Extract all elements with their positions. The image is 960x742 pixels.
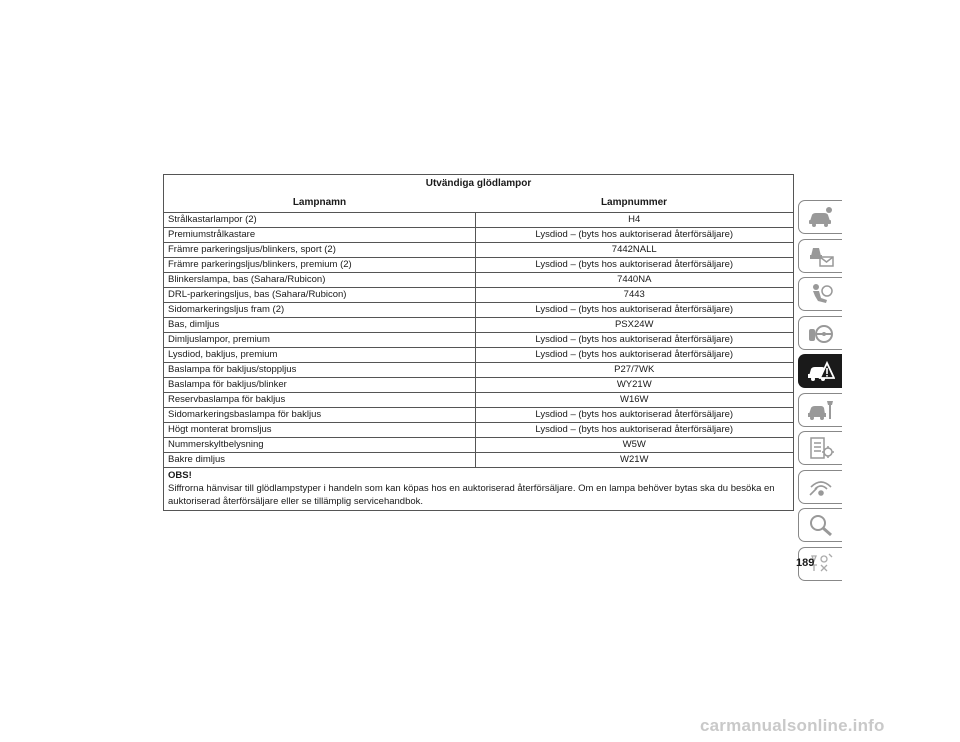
lamp-number-cell: WY21W <box>475 378 793 393</box>
column-header-lamp-name: Lampnamn <box>164 193 475 213</box>
car-warning-icon <box>807 359 835 383</box>
lamp-name-cell: Lysdiod, bakljus, premium <box>164 348 475 363</box>
table-row <box>164 408 793 423</box>
table-row <box>164 273 793 288</box>
lamp-name-cell: Nummerskyltbelysning <box>164 438 475 453</box>
note-box <box>164 468 793 510</box>
lamp-number-cell: H4 <box>475 213 793 228</box>
note-text: Siffrorna hänvisar till glödlampstyper i handeln som kan köpas hos en auktoriserad återförsäljare. Om en lampa behöver bytas ska du besöka en auktoriserad återförsäljare eller se tillämplig servicehandbok. <box>168 483 775 507</box>
lamp-name-cell: Reservbaslampa för bakljus <box>164 393 475 408</box>
exterior-bulbs-table <box>164 175 793 468</box>
lamp-number-cell: Lysdiod – (byts hos auktoriserad återförsäljare) <box>475 228 793 243</box>
watermark: carmanualsonline.info <box>700 716 885 735</box>
table-row <box>164 423 793 438</box>
table-row <box>164 258 793 273</box>
table-row <box>164 453 793 468</box>
lamp-number-cell: Lysdiod – (byts hos auktoriserad återförsäljare) <box>475 408 793 423</box>
table-row <box>164 378 793 393</box>
page-number: 189 <box>796 557 815 569</box>
lamp-number-cell: Lysdiod – (byts hos auktoriserad återförsäljare) <box>475 423 793 438</box>
chapter-tab-servicing-maintenance[interactable] <box>798 393 842 427</box>
lamp-name-cell: Bakre dimljus <box>164 453 475 468</box>
chapter-tab-in-case-of-emergency[interactable] <box>798 354 842 388</box>
lamp-name-cell: Blinkerslampa, bas (Sahara/Rubicon) <box>164 273 475 288</box>
table-title: Utvändiga glödlampor <box>425 178 532 189</box>
lamp-number-cell: W16W <box>475 393 793 408</box>
bulb-table-container <box>163 174 794 511</box>
car-key-icon <box>807 205 835 229</box>
chapter-tab-getting-to-know[interactable] <box>798 200 842 234</box>
car-wrench-icon <box>807 398 835 422</box>
magnifier-index-icon <box>807 513 835 537</box>
chapter-tab-index[interactable] <box>798 508 842 542</box>
lamp-number-cell: Lysdiod – (byts hos auktoriserad återförsäljare) <box>475 303 793 318</box>
table-row <box>164 303 793 318</box>
lamp-name-cell: Baslampa för bakljus/stoppljus <box>164 363 475 378</box>
table-row <box>164 393 793 408</box>
table-row <box>164 243 793 258</box>
lamp-number-cell: W5W <box>475 438 793 453</box>
lamp-number-cell: 7440NA <box>475 273 793 288</box>
airbag-person-icon <box>807 282 835 306</box>
lamp-name-cell: Dimljuslampor, premium <box>164 333 475 348</box>
lamp-name-cell: Främre parkeringsljus/blinkers, sport (2) <box>164 243 475 258</box>
lamp-number-cell: Lysdiod – (byts hos auktoriserad återförsäljare) <box>475 258 793 273</box>
lamp-number-cell: W21W <box>475 453 793 468</box>
lamp-name-cell: Högt monterat bromsljus <box>164 423 475 438</box>
chapter-tab-starting-operating[interactable] <box>798 316 842 350</box>
lamp-number-cell: PSX24W <box>475 318 793 333</box>
lamp-name-cell: Strålkastarlampor (2) <box>164 213 475 228</box>
table-row <box>164 348 793 363</box>
lamp-number-cell: 7442NALL <box>475 243 793 258</box>
lamp-number-cell: P27/7WK <box>475 363 793 378</box>
note-title: OBS! <box>168 470 192 481</box>
chapter-tab-multimedia[interactable] <box>798 470 842 504</box>
table-row <box>164 438 793 453</box>
car-envelope-icon <box>807 244 835 268</box>
lamp-name-cell: Premiumstrålkastare <box>164 228 475 243</box>
table-row <box>164 213 793 228</box>
table-row <box>164 363 793 378</box>
lamp-name-cell: Baslampa för bakljus/blinker <box>164 378 475 393</box>
table-row <box>164 333 793 348</box>
steering-wheel-icon <box>807 321 835 345</box>
column-header-lamp-number: Lampnummer <box>475 193 793 213</box>
chapter-tab-instrument-panel[interactable] <box>798 239 842 273</box>
lamp-name-cell: Sidomarkeringsljus fram (2) <box>164 303 475 318</box>
chapter-tab-technical-specifications[interactable] <box>798 431 842 465</box>
lamp-name-cell: Sidomarkeringsbaslampa för bakljus <box>164 408 475 423</box>
table-row <box>164 288 793 303</box>
lamp-number-cell: Lysdiod – (byts hos auktoriserad återförsäljare) <box>475 348 793 363</box>
lamp-number-cell: 7443 <box>475 288 793 303</box>
lamp-number-cell: Lysdiod – (byts hos auktoriserad återförsäljare) <box>475 333 793 348</box>
chapter-tab-safety[interactable] <box>798 277 842 311</box>
chapter-tabs <box>798 200 842 585</box>
specifications-list-icon <box>807 436 835 460</box>
lamp-name-cell: DRL-parkeringsljus, bas (Sahara/Rubicon) <box>164 288 475 303</box>
lamp-name-cell: Bas, dimljus <box>164 318 475 333</box>
table-row <box>164 318 793 333</box>
table-row <box>164 228 793 243</box>
lamp-name-cell: Främre parkeringsljus/blinkers, premium (2) <box>164 258 475 273</box>
multimedia-icon <box>807 475 835 499</box>
